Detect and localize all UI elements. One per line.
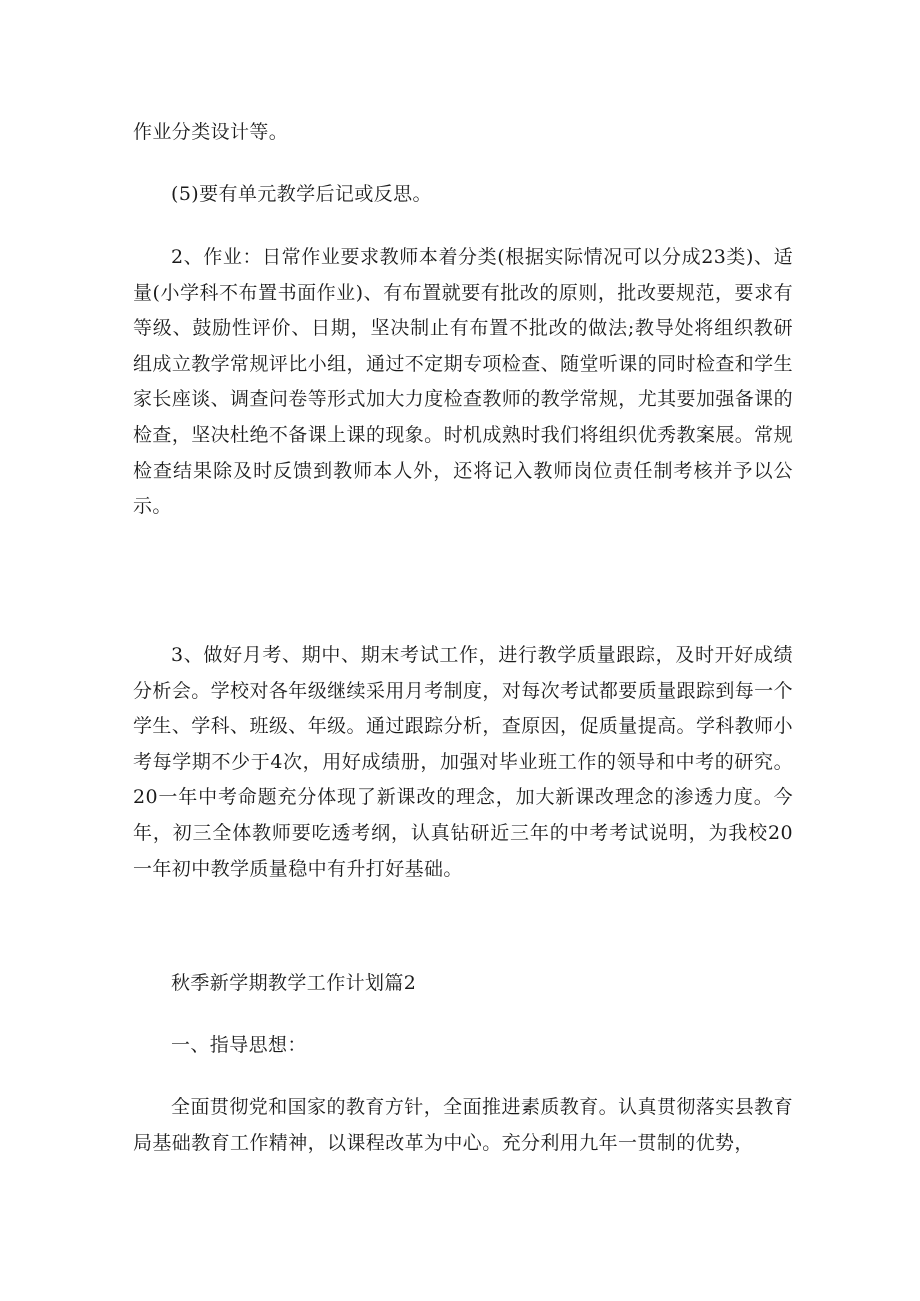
paragraph-continuation: 作业分类设计等。 xyxy=(133,121,289,143)
paragraph-exams: 3、做好月考、期中、期末考试工作，进行教学质量跟踪，及时开好成绩分析会。学校对各年级继续采用月考制度，对每次考试都要质量跟踪到每一个学生、学科、班级、年级。通过跟踪分析，查原因，促质量提高。学科教师小考每学期不少于4次，用好成绩册，加强对毕业班工作的领导和中考的研究。20一年中考命题充分体现了新课改的理念，加大新课改理念的渗透力度。今年，初三全体教师要吃透考纲，认真钻研近三年的中考考试说明，为我校20一年初中教学质量稳中有升打好基础。 xyxy=(133,644,793,880)
paragraph-item-5: (5)要有单元教学后记或反思。 xyxy=(171,183,432,205)
section-heading: 秋季新学期教学工作计划篇2 xyxy=(171,972,417,994)
paragraph-homework: 2、作业：日常作业要求教师本着分类(根据实际情况可以分成23类)、适量(小学科不布置书面作业)、有布置就要有批改的原则，批改要规范，要求有等级、鼓励性评价、日期，坚决制止有布置不批改的做法;教导处将组织教研组成立教学常规评比小组，通过不定期专项检查、随堂听课的同时检查和学生家长座谈、调查问卷等形式加大力度检查教师的教学常规，尤其要加强备课的检查，坚决杜绝不备课上课的现象。时机成熟时我们将组织优秀教案展。常规检查结果除及时反馈到教师本人外，还将记入教师岗位责任制考核并予以公示。 xyxy=(133,246,793,518)
subsection-heading: 一、指导思想： xyxy=(171,1034,307,1056)
paragraph-guiding-thought: 全面贯彻党和国家的教育方针，全面推进素质教育。认真贯彻落实县教育局基础教育工作精神，以课程改革为中心。充分利用九年一贯制的优势， xyxy=(133,1096,793,1154)
